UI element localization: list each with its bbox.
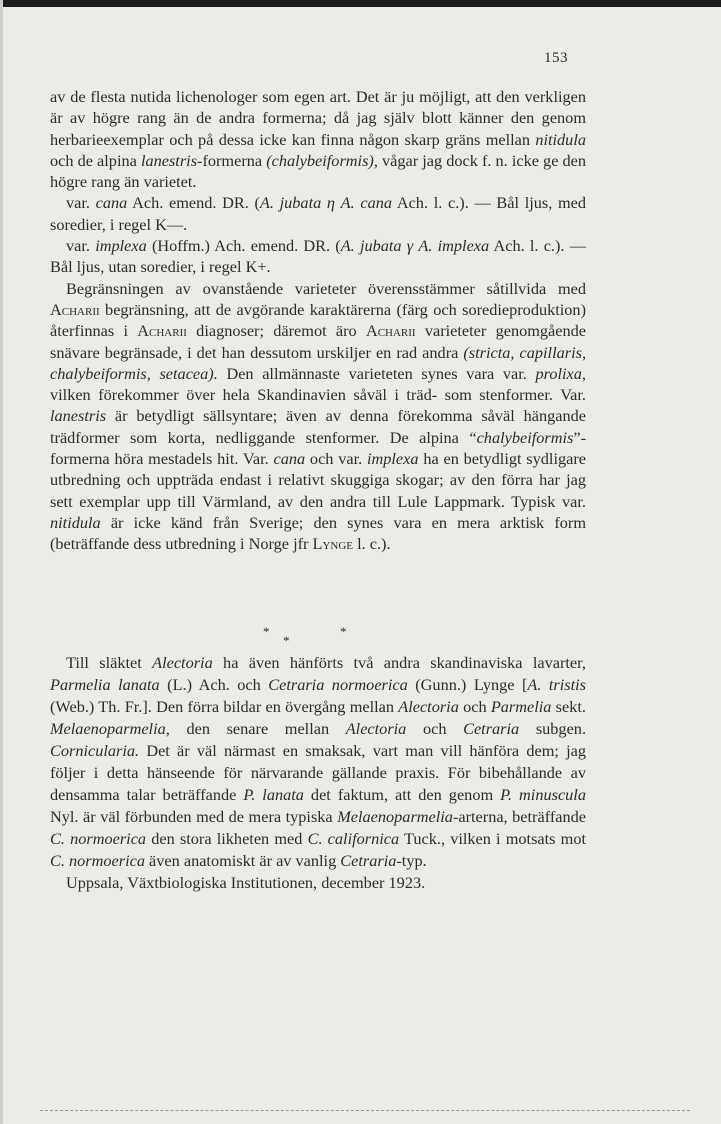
bottom-rule xyxy=(40,1110,690,1111)
italic-run: C. californica xyxy=(307,829,400,848)
text-run: (Web.) Th. Fr.]. Den förra bildar en övergång mellan xyxy=(50,697,399,716)
italic-run: Cetraria normoerica xyxy=(268,675,408,694)
text-run: (Gunn.) Lynge [ xyxy=(407,675,528,694)
text-run: Tuck., vilken i motsats mot xyxy=(399,829,587,848)
italic-run: A. tristis xyxy=(527,675,587,694)
section-separator-stars xyxy=(0,624,721,646)
italic-run: C. normoerica xyxy=(50,829,147,848)
italic-run: Melaenoparmelia xyxy=(337,807,453,826)
text-block-lower xyxy=(50,652,586,894)
text-run: den senare mellan xyxy=(169,719,346,738)
text-run: Till släktet xyxy=(66,653,153,672)
text-run: Det är väl närmast en smaksak, vart man vill hänföra dem; jag följer i detta hänseende för närvarande gällande praxis. För bibehållande av densamma talar beträffande xyxy=(50,741,586,804)
text-run: Nyl. är väl förbunden med de mera typiska xyxy=(50,807,338,826)
text-run: det faktum, att den genom xyxy=(303,785,501,804)
text-run: -formerna xyxy=(197,150,267,170)
italic-run: cana xyxy=(95,193,128,213)
italic-run: implexa xyxy=(366,449,419,469)
text-run: ha en betydligt sydligare utbredning och uppträda endast i relativt skuggiga skogar; av den förra har jag sett exemplar upp till Värmland, av den andra till Lule Lappmark. Typisk var. xyxy=(50,449,586,511)
italic-run: C. normoerica xyxy=(50,851,145,870)
italic-run: Alectoria xyxy=(398,697,459,716)
text-run: den stora likheten med xyxy=(146,829,308,848)
italic-run: Parmelia xyxy=(490,697,552,716)
text-run: av de flesta nutida lichenologer som egen art. Det är ju möjligt, att den verkligen är av högre rang än de andra formerna; då jag själv blott känner den genom herbarieexemplar och på dessa icke kan finna någon skarp gräns mellan xyxy=(50,87,586,149)
text-run: är betydligt sällsyntare; även av denna förekomma såväl hängande trädformer som korta, nedliggande stenformer. De alpina “ xyxy=(50,406,586,447)
signature-line: Uppsala, Växtbiologiska Institutionen, december 1923. xyxy=(66,873,426,892)
text-run: Ach. l. c.). — Bål ljus, med soredier, i regel K—. xyxy=(50,193,587,234)
text-run: och xyxy=(406,719,464,738)
paragraph-var-implexa xyxy=(50,235,586,278)
italic-run: P. lanata xyxy=(243,785,304,804)
text-run: och xyxy=(458,697,491,716)
text-run: l. c.). xyxy=(353,534,391,554)
text-run: subgen. xyxy=(519,719,587,738)
text-run: var. xyxy=(66,193,96,213)
italic-run: nitidula xyxy=(50,512,101,532)
author-name: Lynge xyxy=(312,534,354,554)
left-edge xyxy=(0,0,3,1124)
italic-run: Alectoria xyxy=(152,653,213,672)
italic-run: Parmelia lanata xyxy=(50,675,160,694)
text-run: sekt. xyxy=(551,697,586,716)
text-run: (L.) Ach. och xyxy=(159,675,269,694)
italic-run: implexa xyxy=(95,236,147,256)
author-name: Acharii xyxy=(365,321,416,341)
paragraph-nitidula xyxy=(50,86,586,192)
page-number: 153 xyxy=(544,50,568,66)
italic-run: Melaenoparmelia, xyxy=(50,719,170,738)
text-run: ha även hänförts två andra skandinaviska lavarter, xyxy=(212,653,586,672)
text-run: vågar jag dock f. n. icke ge den högre rang än varietet. xyxy=(50,150,587,192)
star-bottom: * xyxy=(283,633,290,648)
paragraph-var-cana xyxy=(50,192,586,235)
text-block-upper xyxy=(50,86,586,555)
star-left: * xyxy=(263,624,270,639)
italic-run: A. jubata η A. cana xyxy=(259,193,393,213)
author-name: Acharii xyxy=(137,321,187,341)
italic-run: lanestris xyxy=(140,150,198,170)
text-run: (Hoffm.) Ach. emend. DR. ( xyxy=(146,236,341,256)
text-run: är icke känd från Sverige; den synes vara en mera arktisk form (beträffande dess utbredning i Norge jfr xyxy=(50,512,586,554)
text-run: diagnoser; däremot äro xyxy=(186,321,366,341)
text-run: och var. xyxy=(305,449,367,469)
text-run: ”-formerna höra mestadels hit. Var. xyxy=(50,427,586,469)
text-run: -arterna, beträffande xyxy=(452,807,586,826)
paragraph-other-species xyxy=(50,652,586,872)
italic-run: Cetraria xyxy=(340,851,397,870)
italic-run: chalybeiformis xyxy=(476,427,574,447)
italic-run: (stricta, capillaris, chalybeiformis, setacea). xyxy=(50,342,587,383)
top-edge xyxy=(0,0,721,7)
italic-run: nitidula xyxy=(535,129,586,149)
text-run: vilken förekommer över hela Skandinavien såväl i träd- som stenformer. Var. xyxy=(50,385,586,405)
text-run: Begränsningen av ovanstående varieteter överensstämmer såtillvida med xyxy=(66,278,586,298)
text-run: Ach. emend. DR. ( xyxy=(127,193,260,213)
italic-run: A. jubata γ A. implexa xyxy=(340,236,490,256)
italic-run: lanestris xyxy=(50,406,107,426)
paragraph-varieties-discussion xyxy=(50,278,586,555)
author-name: Acharii xyxy=(50,299,100,319)
italic-run: cana xyxy=(273,449,306,469)
text-run: och de alpina xyxy=(50,150,141,170)
italic-run: Cetraria xyxy=(463,719,520,738)
text-run: -typ. xyxy=(396,851,427,870)
italic-run: prolixa, xyxy=(535,363,586,383)
text-run: även anatomiskt är av vanlig xyxy=(144,851,341,870)
italic-run: P. minuscula xyxy=(500,785,586,804)
text-run: begränsning, att de avgörande karaktärerna (färg och soredieproduktion) återfinnas i xyxy=(50,299,586,341)
text-run: var. xyxy=(66,236,96,256)
italic-run: Alectoria xyxy=(345,719,407,738)
italic-run: (chalybeiformis), xyxy=(266,150,378,170)
star-right: * xyxy=(340,624,347,639)
text-run: varieteter genomgående snävare begränsade, i det han dessutom urskiljer en rad andra xyxy=(50,321,587,362)
text-run: Ach. l. c.). — Bål ljus, utan soredier, i regel K+. xyxy=(50,236,586,277)
italic-run: Cornicularia. xyxy=(50,741,140,760)
text-run: Den allmännaste varieteten synes vara var. xyxy=(217,363,536,383)
